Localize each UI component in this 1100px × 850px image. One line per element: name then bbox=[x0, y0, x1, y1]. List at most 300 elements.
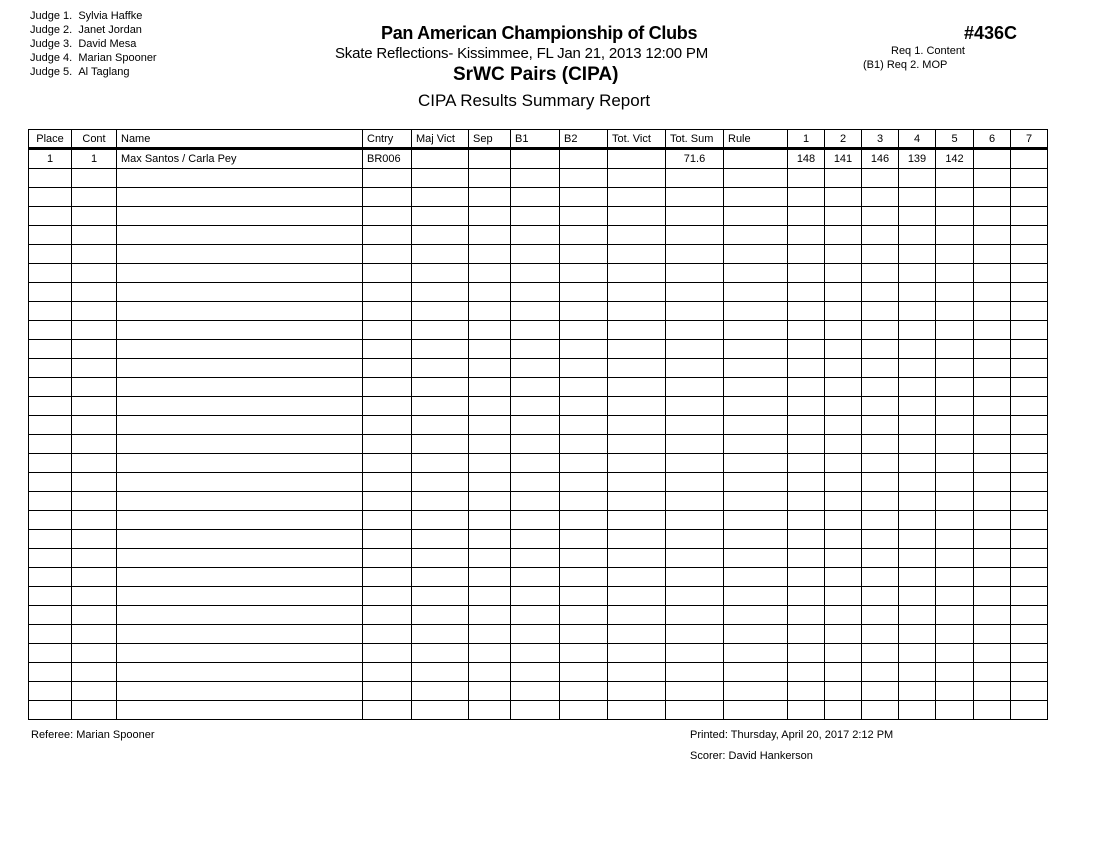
empty-cell bbox=[29, 663, 72, 682]
empty-cell bbox=[666, 606, 724, 625]
empty-cell bbox=[825, 644, 862, 663]
empty-cell bbox=[974, 169, 1011, 188]
empty-cell bbox=[724, 606, 788, 625]
empty-cell bbox=[608, 188, 666, 207]
empty-cell bbox=[936, 188, 974, 207]
empty-cell bbox=[608, 245, 666, 264]
empty-cell bbox=[117, 549, 363, 568]
empty-cell bbox=[608, 606, 666, 625]
col-judge-5: 5 bbox=[936, 130, 974, 149]
empty-cell bbox=[412, 682, 469, 701]
empty-cell bbox=[72, 264, 117, 283]
empty-cell bbox=[560, 492, 608, 511]
empty-cell bbox=[412, 492, 469, 511]
table-row bbox=[29, 568, 1048, 587]
empty-cell bbox=[72, 245, 117, 264]
empty-cell bbox=[936, 340, 974, 359]
empty-cell bbox=[412, 188, 469, 207]
empty-cell bbox=[72, 435, 117, 454]
empty-cell bbox=[608, 530, 666, 549]
empty-cell bbox=[117, 587, 363, 606]
empty-cell bbox=[862, 359, 899, 378]
empty-cell bbox=[72, 606, 117, 625]
empty-cell bbox=[666, 340, 724, 359]
empty-cell bbox=[469, 549, 511, 568]
empty-cell bbox=[511, 169, 560, 188]
empty-cell bbox=[666, 682, 724, 701]
cell-judge-5: 142 bbox=[936, 149, 974, 169]
empty-cell bbox=[29, 492, 72, 511]
empty-cell bbox=[862, 435, 899, 454]
empty-cell bbox=[29, 245, 72, 264]
empty-cell bbox=[412, 283, 469, 302]
empty-cell bbox=[1011, 169, 1048, 188]
empty-cell bbox=[29, 625, 72, 644]
empty-cell bbox=[363, 568, 412, 587]
empty-cell bbox=[469, 663, 511, 682]
empty-cell bbox=[608, 435, 666, 454]
empty-cell bbox=[899, 568, 936, 587]
empty-cell bbox=[469, 207, 511, 226]
empty-cell bbox=[511, 644, 560, 663]
empty-cell bbox=[974, 340, 1011, 359]
empty-cell bbox=[825, 492, 862, 511]
judge-5: Judge 5. Al Taglang bbox=[30, 66, 130, 78]
empty-cell bbox=[936, 530, 974, 549]
empty-cell bbox=[117, 264, 363, 283]
empty-cell bbox=[974, 416, 1011, 435]
scorer: Scorer: David Hankerson bbox=[690, 750, 813, 762]
empty-cell bbox=[666, 416, 724, 435]
empty-cell bbox=[29, 435, 72, 454]
empty-cell bbox=[608, 397, 666, 416]
empty-cell bbox=[363, 169, 412, 188]
col-name: Name bbox=[117, 130, 363, 149]
empty-cell bbox=[666, 549, 724, 568]
empty-cell bbox=[469, 188, 511, 207]
empty-cell bbox=[511, 568, 560, 587]
empty-cell bbox=[117, 302, 363, 321]
empty-cell bbox=[1011, 587, 1048, 606]
cell-maj-vict bbox=[412, 149, 469, 169]
venue-date: Skate Reflections- Kissimmee, FL Jan 21, 2013 12:00 PM bbox=[335, 45, 708, 62]
empty-cell bbox=[788, 226, 825, 245]
empty-cell bbox=[412, 511, 469, 530]
empty-cell bbox=[788, 644, 825, 663]
empty-cell bbox=[724, 188, 788, 207]
empty-cell bbox=[363, 682, 412, 701]
empty-cell bbox=[117, 359, 363, 378]
empty-cell bbox=[29, 606, 72, 625]
table-row bbox=[29, 321, 1048, 340]
empty-cell bbox=[1011, 568, 1048, 587]
empty-cell bbox=[724, 397, 788, 416]
table-row bbox=[29, 226, 1048, 245]
empty-cell bbox=[666, 435, 724, 454]
empty-cell bbox=[936, 587, 974, 606]
empty-cell bbox=[412, 435, 469, 454]
empty-cell bbox=[974, 682, 1011, 701]
empty-cell bbox=[825, 397, 862, 416]
empty-cell bbox=[1011, 435, 1048, 454]
empty-cell bbox=[724, 416, 788, 435]
empty-cell bbox=[511, 397, 560, 416]
cell-judge-1: 148 bbox=[788, 149, 825, 169]
empty-cell bbox=[1011, 682, 1048, 701]
empty-cell bbox=[29, 454, 72, 473]
empty-cell bbox=[936, 207, 974, 226]
empty-cell bbox=[29, 378, 72, 397]
empty-cell bbox=[825, 701, 862, 720]
results-table bbox=[28, 129, 1048, 720]
empty-cell bbox=[363, 188, 412, 207]
empty-cell bbox=[29, 587, 72, 606]
empty-cell bbox=[469, 226, 511, 245]
empty-cell bbox=[862, 492, 899, 511]
empty-cell bbox=[72, 549, 117, 568]
empty-cell bbox=[412, 321, 469, 340]
empty-cell bbox=[117, 530, 363, 549]
empty-cell bbox=[825, 473, 862, 492]
empty-cell bbox=[788, 454, 825, 473]
empty-cell bbox=[974, 701, 1011, 720]
empty-cell bbox=[363, 663, 412, 682]
judge-3: Judge 3. David Mesa bbox=[30, 38, 137, 50]
empty-cell bbox=[666, 283, 724, 302]
empty-cell bbox=[724, 625, 788, 644]
empty-cell bbox=[469, 435, 511, 454]
table-row bbox=[29, 378, 1048, 397]
empty-cell bbox=[560, 169, 608, 188]
empty-cell bbox=[862, 207, 899, 226]
empty-cell bbox=[29, 549, 72, 568]
empty-cell bbox=[560, 283, 608, 302]
empty-cell bbox=[560, 587, 608, 606]
empty-cell bbox=[899, 340, 936, 359]
col-b1: B1 bbox=[511, 130, 560, 149]
empty-cell bbox=[974, 511, 1011, 530]
empty-cell bbox=[1011, 511, 1048, 530]
empty-cell bbox=[412, 359, 469, 378]
empty-cell bbox=[560, 245, 608, 264]
empty-cell bbox=[511, 530, 560, 549]
empty-cell bbox=[29, 207, 72, 226]
empty-cell bbox=[560, 188, 608, 207]
empty-cell bbox=[1011, 606, 1048, 625]
empty-cell bbox=[363, 283, 412, 302]
empty-cell bbox=[72, 587, 117, 606]
empty-cell bbox=[412, 264, 469, 283]
empty-cell bbox=[788, 549, 825, 568]
empty-cell bbox=[1011, 492, 1048, 511]
empty-cell bbox=[825, 188, 862, 207]
empty-cell bbox=[666, 207, 724, 226]
empty-cell bbox=[936, 549, 974, 568]
empty-cell bbox=[825, 606, 862, 625]
empty-cell bbox=[974, 207, 1011, 226]
empty-cell bbox=[117, 625, 363, 644]
empty-cell bbox=[511, 188, 560, 207]
empty-cell bbox=[974, 625, 1011, 644]
empty-cell bbox=[72, 644, 117, 663]
empty-cell bbox=[788, 625, 825, 644]
empty-cell bbox=[666, 530, 724, 549]
empty-cell bbox=[724, 207, 788, 226]
empty-cell bbox=[788, 359, 825, 378]
empty-cell bbox=[862, 245, 899, 264]
empty-cell bbox=[862, 682, 899, 701]
empty-cell bbox=[825, 169, 862, 188]
empty-cell bbox=[469, 359, 511, 378]
cell-b2 bbox=[560, 149, 608, 169]
requirement-2: (B1) Req 2. MOP bbox=[863, 59, 948, 71]
empty-cell bbox=[899, 606, 936, 625]
empty-cell bbox=[862, 283, 899, 302]
empty-cell bbox=[788, 264, 825, 283]
empty-cell bbox=[936, 644, 974, 663]
table-row bbox=[29, 149, 1048, 169]
empty-cell bbox=[560, 340, 608, 359]
empty-cell bbox=[560, 530, 608, 549]
empty-cell bbox=[1011, 378, 1048, 397]
empty-cell bbox=[666, 663, 724, 682]
empty-cell bbox=[608, 359, 666, 378]
empty-cell bbox=[117, 378, 363, 397]
table-row bbox=[29, 397, 1048, 416]
empty-cell bbox=[1011, 644, 1048, 663]
empty-cell bbox=[1011, 416, 1048, 435]
empty-cell bbox=[117, 283, 363, 302]
empty-cell bbox=[29, 568, 72, 587]
empty-cell bbox=[788, 682, 825, 701]
empty-cell bbox=[788, 378, 825, 397]
empty-cell bbox=[1011, 397, 1048, 416]
empty-cell bbox=[363, 359, 412, 378]
empty-cell bbox=[825, 245, 862, 264]
empty-cell bbox=[899, 549, 936, 568]
empty-cell bbox=[412, 663, 469, 682]
empty-cell bbox=[72, 226, 117, 245]
empty-cell bbox=[974, 549, 1011, 568]
empty-cell bbox=[72, 454, 117, 473]
empty-cell bbox=[608, 625, 666, 644]
table-row bbox=[29, 701, 1048, 720]
empty-cell bbox=[666, 302, 724, 321]
event-title: SrWC Pairs (CIPA) bbox=[453, 64, 619, 85]
empty-cell bbox=[724, 473, 788, 492]
empty-cell bbox=[363, 245, 412, 264]
empty-cell bbox=[974, 644, 1011, 663]
empty-cell bbox=[724, 701, 788, 720]
empty-cell bbox=[560, 663, 608, 682]
empty-cell bbox=[862, 226, 899, 245]
empty-cell bbox=[666, 378, 724, 397]
empty-cell bbox=[825, 530, 862, 549]
empty-cell bbox=[724, 682, 788, 701]
empty-cell bbox=[511, 245, 560, 264]
empty-cell bbox=[666, 359, 724, 378]
col-tot-vict: Tot. Vict bbox=[608, 130, 666, 149]
empty-cell bbox=[363, 587, 412, 606]
empty-cell bbox=[825, 264, 862, 283]
empty-cell bbox=[608, 682, 666, 701]
empty-cell bbox=[899, 207, 936, 226]
empty-cell bbox=[72, 397, 117, 416]
empty-cell bbox=[412, 207, 469, 226]
cell-sep bbox=[469, 149, 511, 169]
empty-cell bbox=[862, 454, 899, 473]
empty-cell bbox=[825, 283, 862, 302]
empty-cell bbox=[608, 207, 666, 226]
empty-cell bbox=[936, 226, 974, 245]
empty-cell bbox=[862, 530, 899, 549]
col-judge-4: 4 bbox=[899, 130, 936, 149]
empty-cell bbox=[825, 302, 862, 321]
empty-cell bbox=[788, 568, 825, 587]
empty-cell bbox=[1011, 530, 1048, 549]
empty-cell bbox=[469, 511, 511, 530]
empty-cell bbox=[511, 625, 560, 644]
empty-cell bbox=[412, 644, 469, 663]
table-row bbox=[29, 473, 1048, 492]
cell-cntry: BR006 bbox=[363, 149, 412, 169]
cell-judge-6 bbox=[974, 149, 1011, 169]
empty-cell bbox=[825, 359, 862, 378]
empty-cell bbox=[936, 435, 974, 454]
empty-cell bbox=[608, 473, 666, 492]
empty-cell bbox=[412, 245, 469, 264]
col-judge-6: 6 bbox=[974, 130, 1011, 149]
empty-cell bbox=[899, 359, 936, 378]
empty-cell bbox=[825, 340, 862, 359]
empty-cell bbox=[936, 302, 974, 321]
empty-cell bbox=[560, 454, 608, 473]
cell-judge-2: 141 bbox=[825, 149, 862, 169]
empty-cell bbox=[974, 378, 1011, 397]
empty-cell bbox=[117, 454, 363, 473]
empty-cell bbox=[936, 359, 974, 378]
empty-cell bbox=[117, 245, 363, 264]
empty-cell bbox=[1011, 473, 1048, 492]
empty-cell bbox=[899, 587, 936, 606]
col-judge-3: 3 bbox=[862, 130, 899, 149]
col-place: Place bbox=[29, 130, 72, 149]
empty-cell bbox=[29, 359, 72, 378]
empty-cell bbox=[936, 264, 974, 283]
empty-cell bbox=[862, 188, 899, 207]
table-row bbox=[29, 606, 1048, 625]
cell-cont: 1 bbox=[72, 149, 117, 169]
col-b2: B2 bbox=[560, 130, 608, 149]
empty-cell bbox=[608, 264, 666, 283]
empty-cell bbox=[825, 587, 862, 606]
empty-cell bbox=[666, 226, 724, 245]
empty-cell bbox=[788, 397, 825, 416]
empty-cell bbox=[412, 587, 469, 606]
empty-cell bbox=[899, 644, 936, 663]
empty-cell bbox=[724, 663, 788, 682]
empty-cell bbox=[825, 663, 862, 682]
empty-cell bbox=[560, 416, 608, 435]
empty-cell bbox=[412, 701, 469, 720]
table-row bbox=[29, 587, 1048, 606]
empty-cell bbox=[899, 169, 936, 188]
table-row bbox=[29, 207, 1048, 226]
empty-cell bbox=[469, 397, 511, 416]
empty-cell bbox=[117, 226, 363, 245]
cell-judge-7 bbox=[1011, 149, 1048, 169]
table-row bbox=[29, 682, 1048, 701]
empty-cell bbox=[724, 359, 788, 378]
empty-cell bbox=[666, 511, 724, 530]
empty-cell bbox=[511, 511, 560, 530]
empty-cell bbox=[72, 568, 117, 587]
empty-cell bbox=[788, 321, 825, 340]
empty-cell bbox=[825, 321, 862, 340]
empty-cell bbox=[363, 340, 412, 359]
empty-cell bbox=[469, 378, 511, 397]
empty-cell bbox=[511, 587, 560, 606]
empty-cell bbox=[788, 492, 825, 511]
col-judge-2: 2 bbox=[825, 130, 862, 149]
empty-cell bbox=[29, 169, 72, 188]
empty-cell bbox=[862, 701, 899, 720]
empty-cell bbox=[363, 321, 412, 340]
empty-cell bbox=[724, 587, 788, 606]
empty-cell bbox=[117, 701, 363, 720]
empty-cell bbox=[363, 606, 412, 625]
empty-cell bbox=[363, 302, 412, 321]
empty-cell bbox=[560, 701, 608, 720]
col-cntry: Cntry bbox=[363, 130, 412, 149]
empty-cell bbox=[29, 473, 72, 492]
empty-cell bbox=[412, 549, 469, 568]
empty-cell bbox=[899, 226, 936, 245]
empty-cell bbox=[899, 701, 936, 720]
empty-cell bbox=[412, 378, 469, 397]
cell-place: 1 bbox=[29, 149, 72, 169]
empty-cell bbox=[666, 397, 724, 416]
empty-cell bbox=[666, 701, 724, 720]
empty-cell bbox=[974, 473, 1011, 492]
col-sep: Sep bbox=[469, 130, 511, 149]
empty-cell bbox=[724, 245, 788, 264]
empty-cell bbox=[117, 492, 363, 511]
empty-cell bbox=[899, 321, 936, 340]
empty-cell bbox=[469, 283, 511, 302]
empty-cell bbox=[363, 473, 412, 492]
empty-cell bbox=[511, 454, 560, 473]
col-maj-vict: Maj Vict bbox=[412, 130, 469, 149]
empty-cell bbox=[825, 549, 862, 568]
empty-cell bbox=[72, 473, 117, 492]
empty-cell bbox=[899, 264, 936, 283]
empty-cell bbox=[936, 568, 974, 587]
empty-cell bbox=[560, 264, 608, 283]
empty-cell bbox=[899, 302, 936, 321]
empty-cell bbox=[412, 530, 469, 549]
cell-judge-4: 139 bbox=[899, 149, 936, 169]
empty-cell bbox=[363, 378, 412, 397]
empty-cell bbox=[608, 302, 666, 321]
empty-cell bbox=[862, 644, 899, 663]
table-row bbox=[29, 511, 1048, 530]
empty-cell bbox=[936, 701, 974, 720]
empty-cell bbox=[72, 378, 117, 397]
empty-cell bbox=[825, 568, 862, 587]
judge-4: Judge 4. Marian Spooner bbox=[30, 52, 157, 64]
empty-cell bbox=[469, 644, 511, 663]
